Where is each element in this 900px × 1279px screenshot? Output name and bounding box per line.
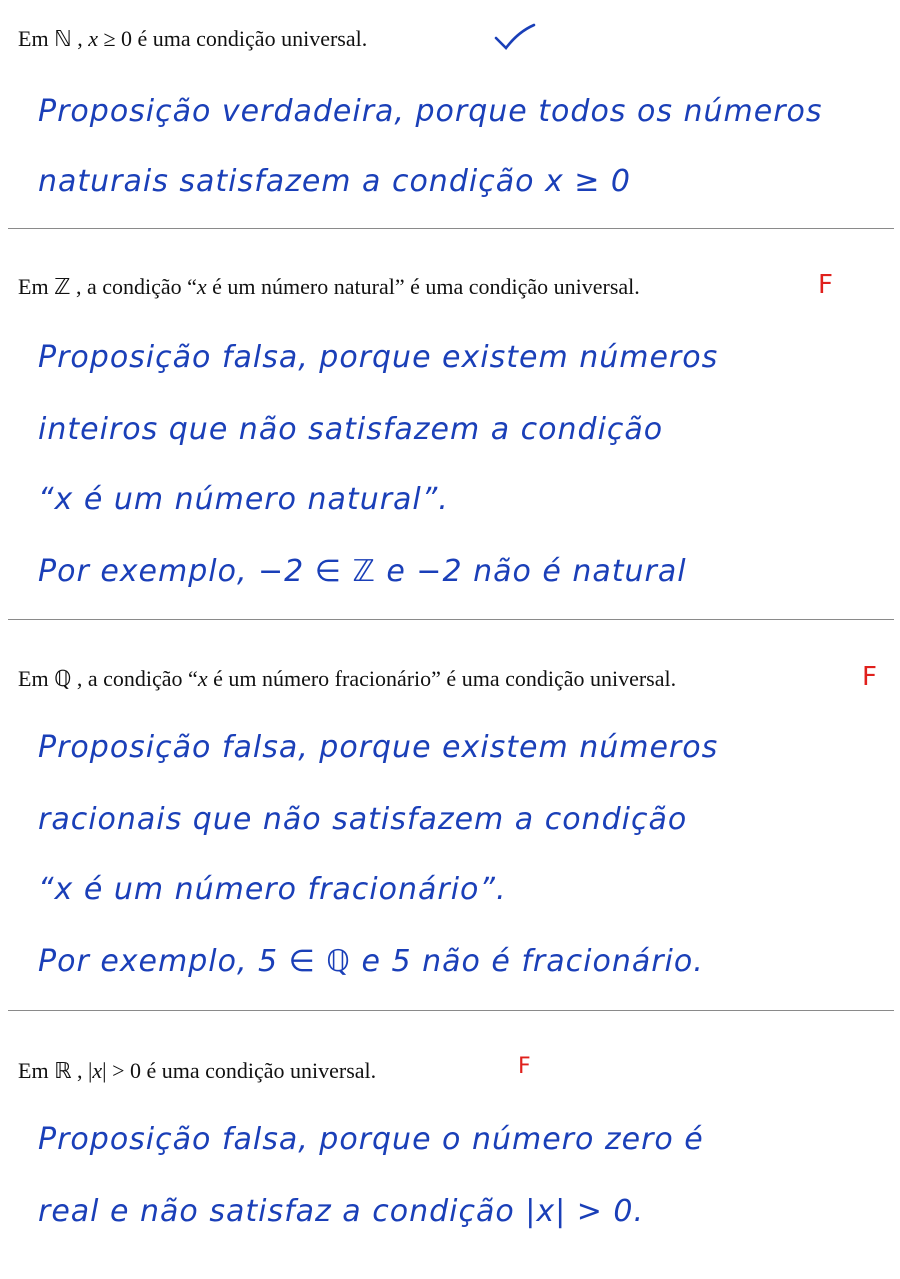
set-symbol-reals: ℝ: [54, 1058, 72, 1083]
statement-2: [18, 274, 640, 300]
statement-1-prefix: Em: [18, 26, 55, 51]
section-divider-1: [8, 228, 894, 229]
answer-4-line-1: Proposição falsa, porque o número zero é: [38, 1122, 704, 1157]
statement-2-prefix: Em: [18, 274, 55, 299]
section-divider-2: [8, 619, 894, 620]
variable-x: x: [92, 1058, 103, 1083]
statement-3-suffix: é um número fracionário” é uma condição universal.: [207, 666, 677, 691]
statement-1: [18, 26, 367, 52]
answer-1-line-2: naturais satisfazem a condição x ≥ 0: [38, 164, 632, 199]
false-mark: F: [862, 662, 877, 692]
answer-2-line-1: Proposição falsa, porque existem números: [38, 340, 719, 375]
statement-4-suffix: | > 0 é uma condição universal.: [102, 1058, 377, 1083]
set-symbol-rationals: ℚ: [54, 666, 72, 691]
variable-x: x: [196, 274, 207, 299]
statement-1-suffix: ≥ 0 é uma condição universal.: [97, 26, 368, 51]
set-symbol-integers: ℤ: [54, 274, 71, 299]
statement-3: [18, 666, 676, 692]
answer-3-line-4: Por exemplo, 5 ∈ ℚ e 5 não é fracionário.: [38, 944, 704, 979]
statement-3-mid: , a condição “: [71, 666, 198, 691]
answer-3-line-2: racionais que não satisfazem a condição: [38, 802, 688, 837]
answer-2-line-3: “x é um número natural”.: [38, 482, 449, 517]
answer-2-line-2: inteiros que não satisfazem a condição: [38, 412, 664, 447]
statement-3-prefix: Em: [18, 666, 55, 691]
false-mark: F: [818, 270, 833, 300]
section-divider-3: [8, 1010, 894, 1011]
statement-2-mid: , a condição “: [70, 274, 197, 299]
checkmark-icon: [492, 22, 538, 52]
answer-3-line-1: Proposição falsa, porque existem números: [38, 730, 719, 765]
set-symbol-naturals: ℕ: [54, 26, 72, 51]
statement-1-mid: ,: [71, 26, 89, 51]
answer-4-line-2: real e não satisfaz a condição |x| > 0.: [38, 1194, 645, 1229]
statement-4-prefix: Em: [18, 1058, 55, 1083]
answer-3-line-3: “x é um número fracionário”.: [38, 872, 507, 907]
variable-x: x: [88, 26, 98, 51]
variable-x: x: [197, 666, 208, 691]
statement-4-mid: , |: [71, 1058, 93, 1083]
answer-2-line-4: Por exemplo, −2 ∈ ℤ e −2 não é natural: [38, 554, 687, 589]
statement-4: [18, 1058, 376, 1084]
statement-2-suffix: é um número natural” é uma condição universal.: [206, 274, 640, 299]
answer-1-line-1: Proposição verdadeira, porque todos os números: [38, 94, 823, 129]
false-mark: F: [518, 1054, 531, 1079]
